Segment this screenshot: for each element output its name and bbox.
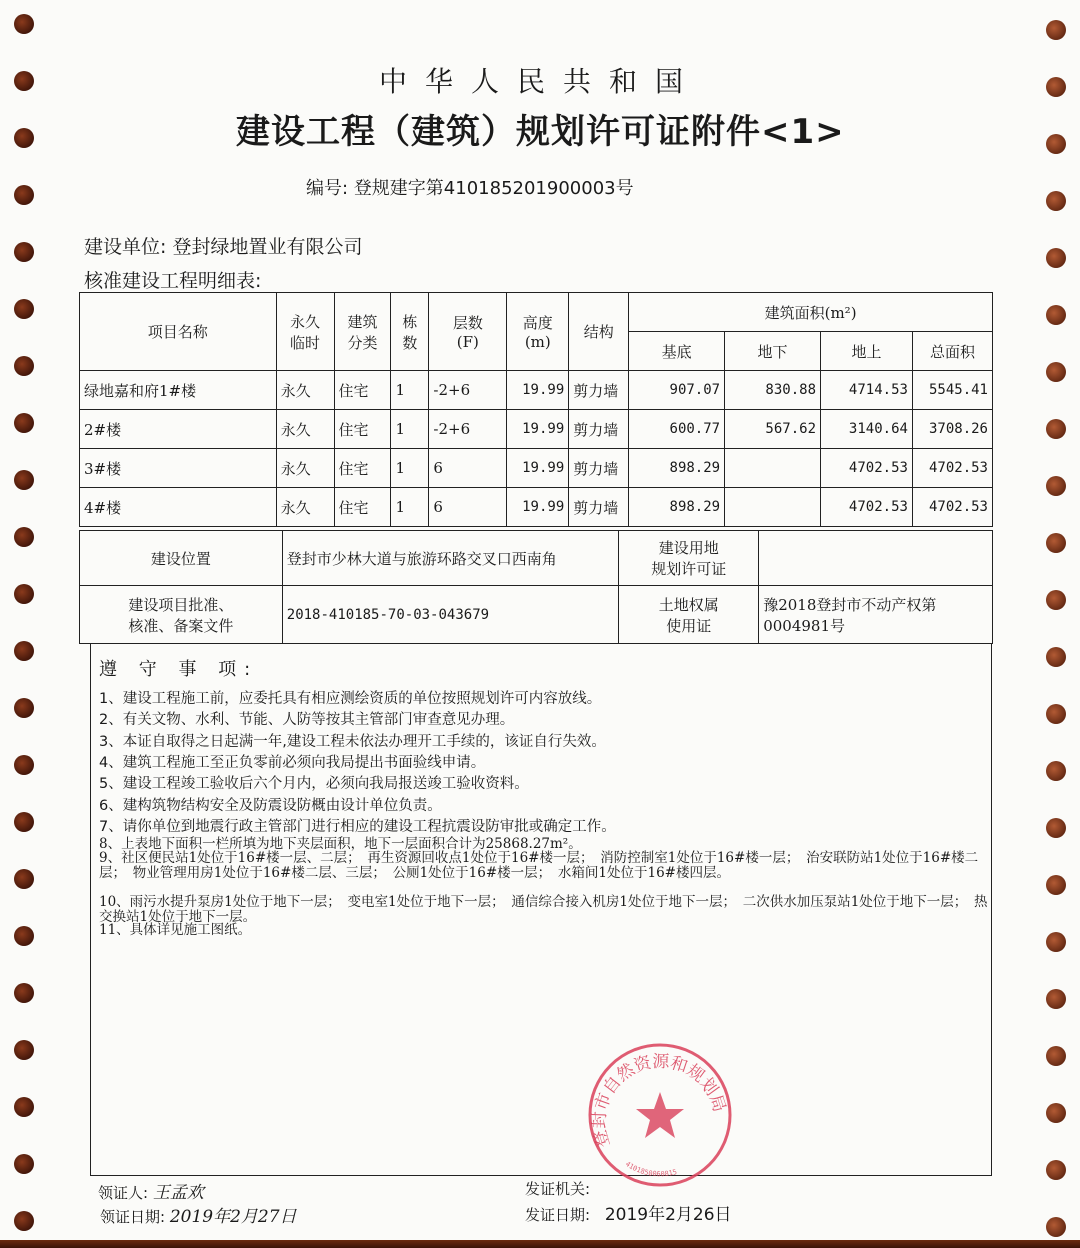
header-floors: 层数 (F) — [429, 293, 507, 371]
page-bottom-edge — [0, 1240, 1080, 1248]
note-item: 9、社区便民站1处位于16#楼一层、二层； 再生资源回收点1处位于16#楼一层； 消防控制室1处位于16#楼一层； 治安联防站1处位于16#楼二层； 物业管理用房1处位于16#楼二层、三层； 公厕1处位于16#楼一层； 水箱间1处位于16#楼四层。 — [99, 850, 979, 881]
left-perforation-strip — [4, 0, 44, 1248]
permanence-cell: 永久 — [276, 449, 334, 488]
perforation-hole — [14, 584, 34, 604]
permit-number — [306, 174, 634, 200]
perforation-hole — [1046, 1217, 1066, 1237]
document-title: 建设工程（建筑）规划许可证附件<1> — [236, 112, 845, 152]
permanence-cell: 永久 — [276, 371, 334, 410]
seal-text: 登封市自然资源和规划局 — [589, 1051, 730, 1150]
location-row — [80, 531, 993, 586]
category-cell: 住宅 — [334, 371, 391, 410]
perforation-hole — [1046, 533, 1066, 553]
perforation-hole — [1046, 476, 1066, 496]
permanence-cell: 永久 — [276, 488, 334, 527]
perforation-hole — [14, 242, 34, 262]
above-area-cell: 4702.53 — [821, 488, 913, 527]
perforation-hole — [14, 14, 34, 34]
height-cell: 19.99 — [507, 371, 569, 410]
height-cell: 19.99 — [507, 488, 569, 527]
note-item: 7、请你单位到地震行政主管部门进行相应的建设工程抗震设防审批或确定工作。 — [99, 818, 616, 835]
base-area-cell: 600.77 — [629, 410, 725, 449]
land-planning-permit-label: 建设用地 规划许可证 — [619, 531, 759, 586]
note-item: 1、建设工程施工前，应委托具有相应测绘资质的单位按照规划许可内容放线。 — [99, 691, 602, 707]
perforation-hole — [14, 356, 34, 376]
above-area-cell: 4702.53 — [821, 449, 913, 488]
header-project-name: 项目名称 — [80, 293, 277, 371]
floors-cell: 6 — [429, 449, 507, 488]
header-area-above: 地上 — [821, 332, 913, 371]
header-permanence: 永久 临时 — [276, 293, 334, 371]
count-cell: 1 — [391, 488, 429, 527]
perforation-hole — [14, 641, 34, 661]
issuer — [525, 1178, 590, 1199]
perforation-hole — [1046, 1160, 1066, 1180]
base-area-cell: 907.07 — [629, 371, 725, 410]
receive-date-value: 2019年2月27日 — [169, 1207, 297, 1227]
category-cell: 住宅 — [334, 488, 391, 527]
official-seal — [585, 1040, 735, 1190]
notes-title: 遵 守 事 项: — [99, 659, 259, 680]
structure-cell: 剪力墙 — [569, 371, 629, 410]
perforation-hole — [14, 1154, 34, 1174]
recipient-label: 领证人: — [98, 1184, 149, 1202]
table-row — [80, 449, 993, 488]
perforation-hole — [1046, 248, 1066, 268]
underground-area-cell — [725, 449, 821, 488]
perforation-hole — [1046, 704, 1066, 724]
land-title-cert-value: 豫2018登封市不动产权第 0004981号 — [759, 586, 993, 644]
perforation-hole — [14, 1097, 34, 1117]
location-value: 登封市少林大道与旅游环路交叉口西南角 — [282, 531, 619, 586]
star-icon — [636, 1092, 684, 1138]
approval-row — [80, 586, 993, 644]
perforation-hole — [1046, 1046, 1066, 1066]
table-row — [80, 488, 993, 527]
note-item: 11、具体详见施工图纸。 — [99, 922, 252, 938]
category-cell: 住宅 — [334, 410, 391, 449]
construction-unit — [84, 232, 362, 259]
perforation-hole — [14, 470, 34, 490]
perforation-hole — [1046, 20, 1066, 40]
perforation-hole — [14, 755, 34, 775]
perforation-hole — [14, 983, 34, 1003]
total-area-cell: 4702.53 — [912, 488, 992, 527]
base-area-cell: 898.29 — [629, 449, 725, 488]
approval-docs-value: 2018-410185-70-03-043679 — [282, 586, 619, 644]
header-area-base: 基底 — [629, 332, 725, 371]
approval-docs-label: 建设项目批准、 核准、备案文件 — [80, 586, 283, 644]
note-item: 2、有关文物、水利、节能、人防等按其主管部门审查意见办理。 — [99, 712, 515, 729]
location-info-table — [79, 530, 993, 644]
compliance-notes-box — [90, 643, 992, 1179]
perforation-hole — [14, 413, 34, 433]
base-area-cell: 898.29 — [629, 488, 725, 527]
perforation-hole — [14, 926, 34, 946]
structure-cell: 剪力墙 — [569, 449, 629, 488]
perforation-hole — [14, 1040, 34, 1060]
perforation-hole — [14, 527, 34, 547]
perforation-hole — [14, 812, 34, 832]
header-count: 栋 数 — [391, 293, 429, 371]
construction-unit-value: 登封绿地置业有限公司 — [172, 236, 363, 258]
count-cell: 1 — [391, 371, 429, 410]
note-item: 10、雨污水提升泵房1处位于地下一层； 变电室1处位于地下一层； 通信综合接入机房1处位于地下一层； 二次供水加压泵站1处位于地下一层； 热交换站1处位于地下一层。 — [99, 894, 988, 925]
detail-table-label: 核准建设工程明细表: — [84, 270, 262, 292]
height-cell: 19.99 — [507, 449, 569, 488]
perforation-hole — [1046, 191, 1066, 211]
perforation-hole — [1046, 647, 1066, 667]
note-item: 8、上表地下面积一栏所填为地下夹层面积，地下一层面积合计为25868.27m²。 — [99, 836, 582, 852]
table-row — [80, 371, 993, 410]
header-structure: 结构 — [569, 293, 629, 371]
note-item: 5、建设工程竣工验收后六个月内，必须向我局报送竣工验收资料。 — [99, 776, 529, 793]
header-area-underground: 地下 — [725, 332, 821, 371]
perforation-hole — [1046, 875, 1066, 895]
perforation-hole — [1046, 419, 1066, 439]
floors-cell: 6 — [429, 488, 507, 527]
issue-date — [525, 1200, 732, 1225]
count-cell: 1 — [391, 410, 429, 449]
total-area-cell: 4702.53 — [912, 449, 992, 488]
height-cell: 19.99 — [507, 410, 569, 449]
count-cell: 1 — [391, 449, 429, 488]
perforation-hole — [14, 869, 34, 889]
underground-area-cell — [725, 488, 821, 527]
perforation-hole — [14, 185, 34, 205]
building-detail-table — [79, 292, 993, 527]
project-name-cell: 3#楼 — [80, 449, 277, 488]
project-name-cell: 2#楼 — [80, 410, 277, 449]
issuer-label: 发证机关: — [525, 1180, 591, 1198]
land-title-cert-label: 土地权属 使用证 — [619, 586, 759, 644]
header-area-group: 建筑面积(m²) — [629, 293, 993, 332]
permanence-cell: 永久 — [276, 410, 334, 449]
perforation-hole — [1046, 932, 1066, 952]
header-height: 高度 (m) — [507, 293, 569, 371]
perforation-hole — [1046, 761, 1066, 781]
permit-number-label: 编号: — [306, 178, 349, 199]
above-area-cell: 4714.53 — [821, 371, 913, 410]
underground-area-cell: 830.88 — [725, 371, 821, 410]
note-item: 4、建筑工程施工至正负零前必须向我局提出书面验线申请。 — [99, 754, 486, 771]
perforation-hole — [1046, 989, 1066, 1009]
header-area-total: 总面积 — [912, 332, 992, 371]
receive-date-label: 领证日期: — [100, 1208, 166, 1226]
underground-area-cell: 567.62 — [725, 410, 821, 449]
receive-date — [100, 1202, 297, 1227]
perforation-hole — [1046, 818, 1066, 838]
seal-code: 4101850060815 — [623, 1160, 678, 1179]
perforation-hole — [14, 299, 34, 319]
above-area-cell: 3140.64 — [821, 410, 913, 449]
perforation-hole — [14, 698, 34, 718]
perforation-hole — [1046, 305, 1066, 325]
perforation-hole — [1046, 362, 1066, 382]
perforation-hole — [1046, 134, 1066, 154]
structure-cell: 剪力墙 — [569, 410, 629, 449]
category-cell: 住宅 — [334, 449, 391, 488]
recipient — [98, 1178, 204, 1203]
perforation-hole — [1046, 590, 1066, 610]
issue-date-value: 2019年2月26日 — [604, 1205, 732, 1225]
perforation-hole — [14, 1211, 34, 1231]
structure-cell: 剪力墙 — [569, 488, 629, 527]
total-area-cell: 3708.26 — [912, 410, 992, 449]
table-row — [80, 410, 993, 449]
location-label: 建设位置 — [80, 531, 283, 586]
recipient-signature: 王孟欢 — [152, 1183, 204, 1203]
floors-cell: -2+6 — [429, 410, 507, 449]
perforation-hole — [1046, 1103, 1066, 1123]
note-item: 3、本证自取得之日起满一年,建设工程未依法办理开工手续的，该证自行失效。 — [99, 733, 606, 750]
land-planning-permit-value — [759, 531, 993, 586]
permit-number-value: 登规建字第410185201900003号 — [353, 178, 634, 199]
header-row — [80, 293, 993, 332]
total-area-cell: 5545.41 — [912, 371, 992, 410]
note-item: 6、建构筑物结构安全及防震设防概由设计单位负责。 — [99, 797, 442, 814]
right-perforation-strip — [1036, 0, 1076, 1248]
header-category: 建筑 分类 — [334, 293, 391, 371]
country-heading: 中华人民共和国 — [378, 65, 701, 98]
project-name-cell: 绿地嘉和府1#楼 — [80, 371, 277, 410]
perforation-hole — [14, 128, 34, 148]
floors-cell: -2+6 — [429, 371, 507, 410]
issue-date-label: 发证日期: — [525, 1206, 591, 1224]
project-name-cell: 4#楼 — [80, 488, 277, 527]
construction-unit-label: 建设单位: — [84, 236, 167, 258]
